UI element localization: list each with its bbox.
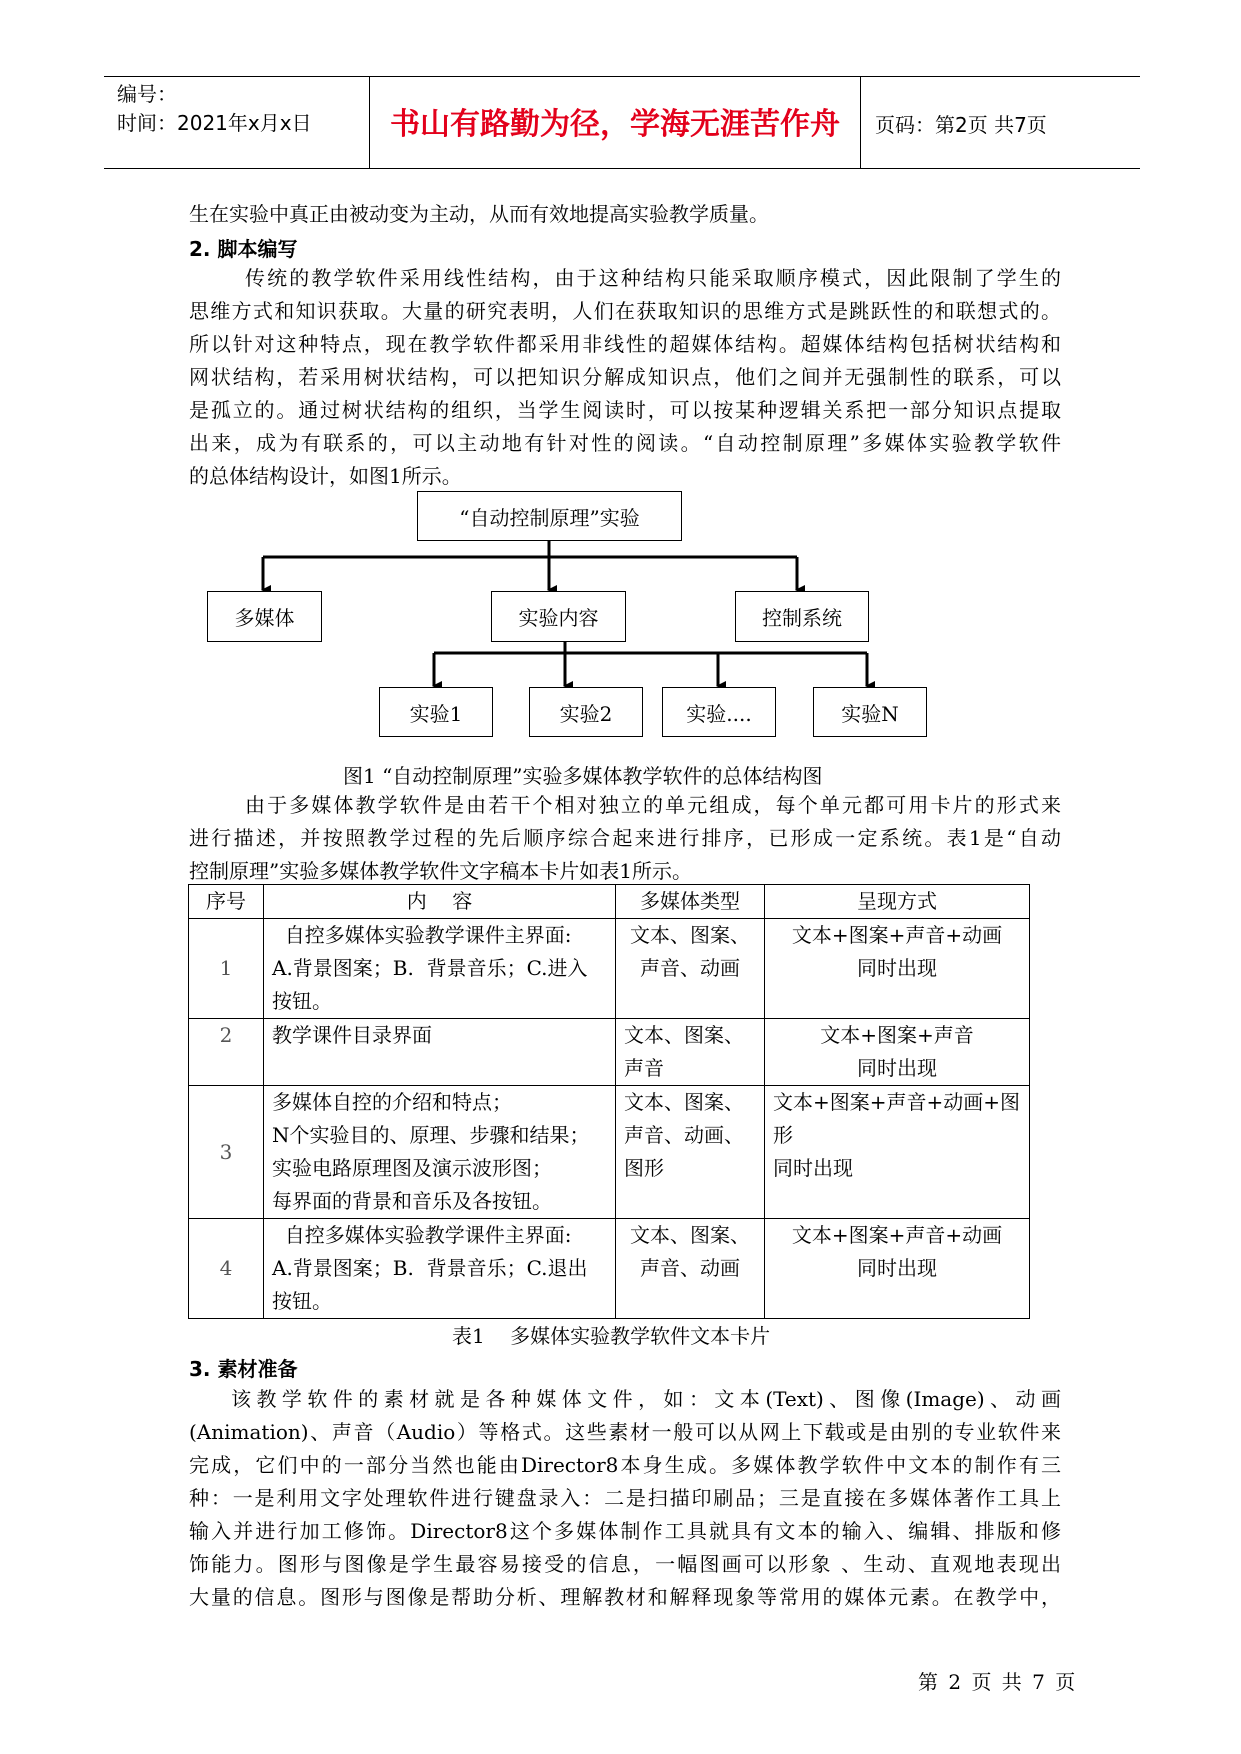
cell-line: 文本、图案、	[624, 1023, 744, 1047]
table-cell-mode	[765, 919, 1030, 1019]
diagram-node-experiment-1: 实验1	[379, 687, 493, 737]
cell-line: 同时出现	[857, 956, 937, 980]
cell-line: 形	[773, 1123, 793, 1147]
cell-line: 图形	[624, 1156, 664, 1180]
cell-line: 教学课件目录界面	[272, 1023, 432, 1047]
table-header-cell: 呈现方式	[765, 885, 1030, 919]
figure-caption: 图1 “自动控制原理”实验多媒体教学软件的总体结构图	[343, 764, 823, 788]
cell-line: 声音、动画	[640, 1256, 740, 1280]
cell-line: 每界面的背景和音乐及各按钮。	[272, 1189, 552, 1213]
diagram-root-node: “自动控制原理”实验	[417, 491, 682, 541]
text-card-table	[188, 884, 1030, 1319]
table-row	[189, 1086, 1030, 1219]
paragraph-line: 传统的教学软件采用线性结构，由于这种结构只能采取顺序模式，因此限制了学生的	[245, 266, 1061, 290]
table-cell-mode	[765, 1086, 1030, 1219]
table-cell-number: 3	[189, 1086, 264, 1219]
paragraph-line: 所以针对这种特点，现在教学软件都采用非线性的超媒体结构。超媒体结构包括树状结构和	[189, 332, 1061, 356]
table-row	[189, 919, 1030, 1019]
header-slogan: 书山有路勤为径，学海无涯苦作舟	[390, 107, 840, 142]
cell-line: 多媒体自控的介绍和特点；	[272, 1090, 512, 1114]
cell-line: 文本、图案、	[624, 1090, 744, 1114]
table-header-cell: 多媒体类型	[616, 885, 765, 919]
paragraph-line: 饰能力。图形与图像是学生最容易接受的信息，一幅图画可以形象 、生动、直观地表现出	[189, 1552, 1061, 1576]
diagram-node-control-system: 控制系统	[735, 591, 869, 642]
cell-line: 声音	[624, 1056, 664, 1080]
header-top-rule	[104, 76, 1140, 77]
cell-line: 文本、图案、	[630, 923, 750, 947]
table-cell-type	[616, 1019, 765, 1086]
table-header-cell: 序号	[189, 885, 264, 919]
table-cell-content	[264, 1086, 616, 1219]
paragraph-line: 进行描述，并按照教学过程的先后顺序综合起来进行排序，已形成一定系统。表1是“自动	[189, 826, 1061, 850]
table-cell-content	[264, 1019, 616, 1086]
paragraph-line: 控制原理”实验多媒体教学软件文字稿本卡片如表1所示。	[189, 859, 692, 883]
table-cell-number: 4	[189, 1219, 264, 1319]
serial-number-label: 编号：	[117, 82, 177, 106]
paragraph-line: 网状结构，若采用树状结构，可以把知识分解成知识点，他们之间并无强制性的联系，可以	[189, 365, 1061, 389]
table-cell-content	[264, 919, 616, 1019]
diagram-node-experiment-content: 实验内容	[491, 591, 626, 642]
table-cell-number: 1	[189, 919, 264, 1019]
table-cell-type	[616, 919, 765, 1019]
cell-line: 同时出现	[857, 1256, 937, 1280]
paragraph-line: 是孤立的。通过树状结构的组织，当学生阅读时，可以按某种逻辑关系把一部分知识点提取	[189, 398, 1061, 422]
table-cell-mode	[765, 1219, 1030, 1319]
section-heading-script: 2. 脚本编写	[189, 237, 298, 261]
paragraph-line: 输入并进行加工修饰。Director8这个多媒体制作工具就具有文本的输入、编辑、排版和修	[189, 1519, 1061, 1543]
paragraph-line: 出来，成为有联系的，可以主动地有针对性的阅读。“自动控制原理”多媒体实验教学软件	[189, 431, 1061, 455]
paragraph-line: 完成，它们中的一部分当然也能由Director8本身生成。多媒体教学软件中文本的制作有三	[189, 1453, 1061, 1477]
table-cell-type	[616, 1086, 765, 1219]
cell-line: 同时出现	[773, 1156, 853, 1180]
diagram-node-experiment-more: 实验....	[662, 687, 776, 737]
paragraph-line: 该教学软件的素材就是各种媒体文件，如：文本(Text)、图像(Image)、动画	[231, 1387, 1061, 1411]
cell-line: 同时出现	[857, 1056, 937, 1080]
paragraph-line: 大量的信息。图形与图像是帮助分析、理解教材和解释现象等常用的媒体元素。在教学中，	[189, 1585, 1061, 1609]
diagram-node-experiment-n: 实验N	[813, 687, 927, 737]
paragraph-line: 生在实验中真正由被动变为主动，从而有效地提高实验教学质量。	[189, 202, 769, 226]
table-header-row	[189, 885, 1030, 919]
cell-line: 文本+图案+声音	[820, 1023, 974, 1047]
cell-line: 文本+图案+声音+动画+图	[773, 1090, 1021, 1114]
paragraph-line: 思维方式和知识获取。大量的研究表明，人们在获取知识的思维方式是跳跃性的和联想式的。	[189, 299, 1061, 323]
table-cell-mode	[765, 1019, 1030, 1086]
section-heading-materials: 3. 素材准备	[189, 1357, 298, 1381]
diagram-node-multimedia: 多媒体	[207, 591, 322, 642]
table-row	[189, 1219, 1030, 1319]
table-cell-type	[616, 1219, 765, 1319]
paragraph-line: (Animation)、声音（Audio）等格式。这些素材一般可以从网上下载或是由别的专业软件来	[189, 1420, 1061, 1444]
cell-line: 实验电路原理图及演示波形图；	[272, 1156, 552, 1180]
cell-line: 按钮。	[272, 1289, 332, 1313]
table-header-cell: 内 容	[264, 885, 616, 919]
time-label: 时间：2021年x月x日	[117, 111, 312, 135]
table-row	[189, 1019, 1030, 1086]
table-caption: 表1 多媒体实验教学软件文本卡片	[452, 1324, 771, 1348]
paragraph-line: 种：一是利用文字处理软件进行键盘录入：二是扫描印刷品；三是直接在多媒体著作工具上	[189, 1486, 1061, 1510]
cell-line: 文本+图案+声音+动画	[791, 923, 1003, 947]
cell-line: A.背景图案；B. 背景音乐；C.进入	[272, 956, 588, 980]
cell-line: 声音、动画	[640, 956, 740, 980]
paragraph-line: 的总体结构设计，如图1所示。	[189, 464, 462, 488]
table-cell-number: 2	[189, 1019, 264, 1086]
cell-line: 自控多媒体实验教学课件主界面:	[272, 923, 572, 947]
cell-line: 文本、图案、	[630, 1223, 750, 1247]
diagram-node-experiment-2: 实验2	[529, 687, 643, 737]
paragraph-line: 由于多媒体教学软件是由若干个相对独立的单元组成，每个单元都可用卡片的形式来	[245, 793, 1061, 817]
cell-line: 声音、动画、	[624, 1123, 744, 1147]
header-bottom-rule	[104, 168, 1140, 169]
cell-line: 文本+图案+声音+动画	[791, 1223, 1003, 1247]
cell-line: N个实验目的、原理、步骤和结果；	[272, 1123, 590, 1147]
header-page-label: 页码：第2页 共7页	[875, 113, 1047, 137]
header-divider-right	[860, 76, 861, 168]
cell-line: 自控多媒体实验教学课件主界面:	[272, 1223, 572, 1247]
table-cell-content	[264, 1219, 616, 1319]
footer-page-number: 第 2 页 共 7 页	[918, 1670, 1078, 1694]
cell-line: A.背景图案；B. 背景音乐；C.退出	[272, 1256, 588, 1280]
cell-line: 按钮。	[272, 989, 332, 1013]
